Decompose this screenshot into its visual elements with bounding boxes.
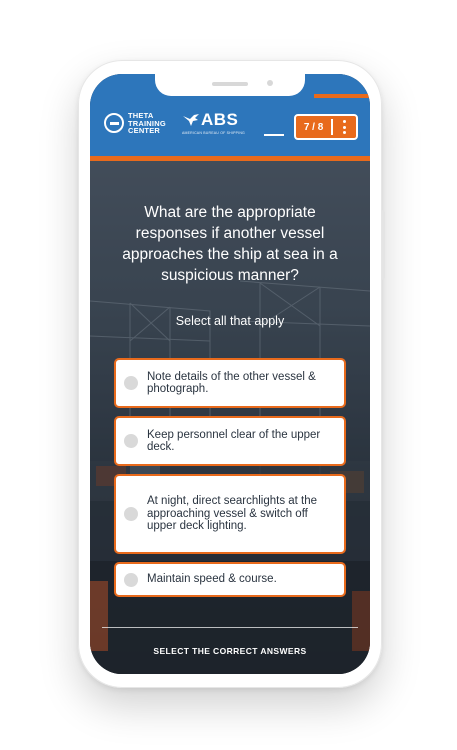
progress-count: 7 / 8 (303, 121, 324, 133)
theta-logo-line2: TRAINING (128, 118, 166, 128)
header-orange-bar (90, 156, 370, 161)
phone-side-button (382, 210, 385, 280)
theta-logo-text (128, 112, 166, 135)
theta-training-center-logo (104, 112, 166, 135)
theta-logo-line3: CENTER (128, 126, 161, 135)
theta-icon (104, 113, 124, 133)
header-dash (264, 134, 284, 136)
abs-logo-word: ABS (201, 110, 239, 129)
answer-option-3[interactable] (114, 474, 346, 554)
answer-option-label: Keep personnel clear of the upper deck. (147, 428, 321, 453)
camera-icon (267, 80, 273, 86)
eagle-icon (182, 113, 200, 127)
answer-option-1[interactable] (114, 358, 346, 408)
footer-instruction: SELECT THE CORRECT ANSWERS (153, 646, 307, 656)
abs-logo-tagline: AMERICAN BUREAU OF SHIPPING (182, 131, 245, 135)
radio-icon[interactable] (124, 434, 138, 448)
question-counter (294, 114, 358, 140)
vertical-dots-icon[interactable] (333, 116, 356, 138)
answer-option-2[interactable] (114, 416, 346, 466)
theta-logo-line1: THETA (128, 111, 154, 120)
phone-notch (155, 74, 305, 96)
radio-icon[interactable] (124, 507, 138, 521)
speaker-icon (212, 82, 248, 86)
radio-icon[interactable] (124, 376, 138, 390)
footer-divider (102, 627, 358, 628)
header-accent-line (314, 94, 370, 98)
question-text: What are the appropriate responses if another vessel approaches the ship at sea in a suspicious manner? (122, 204, 338, 284)
answer-option-label: Maintain speed & course. (147, 573, 277, 586)
abs-logo (182, 110, 245, 135)
answer-option-4[interactable] (114, 562, 346, 597)
answer-option-label: At night, direct searchlights at the approaching vessel & switch off upper deck lighting. (147, 495, 318, 533)
question-instruction: Select all that apply (175, 314, 285, 328)
phone-screen (90, 74, 370, 674)
answer-option-label: Note details of the other vessel & photograph. (147, 370, 316, 395)
phone-frame (78, 60, 382, 688)
radio-icon[interactable] (124, 573, 138, 587)
